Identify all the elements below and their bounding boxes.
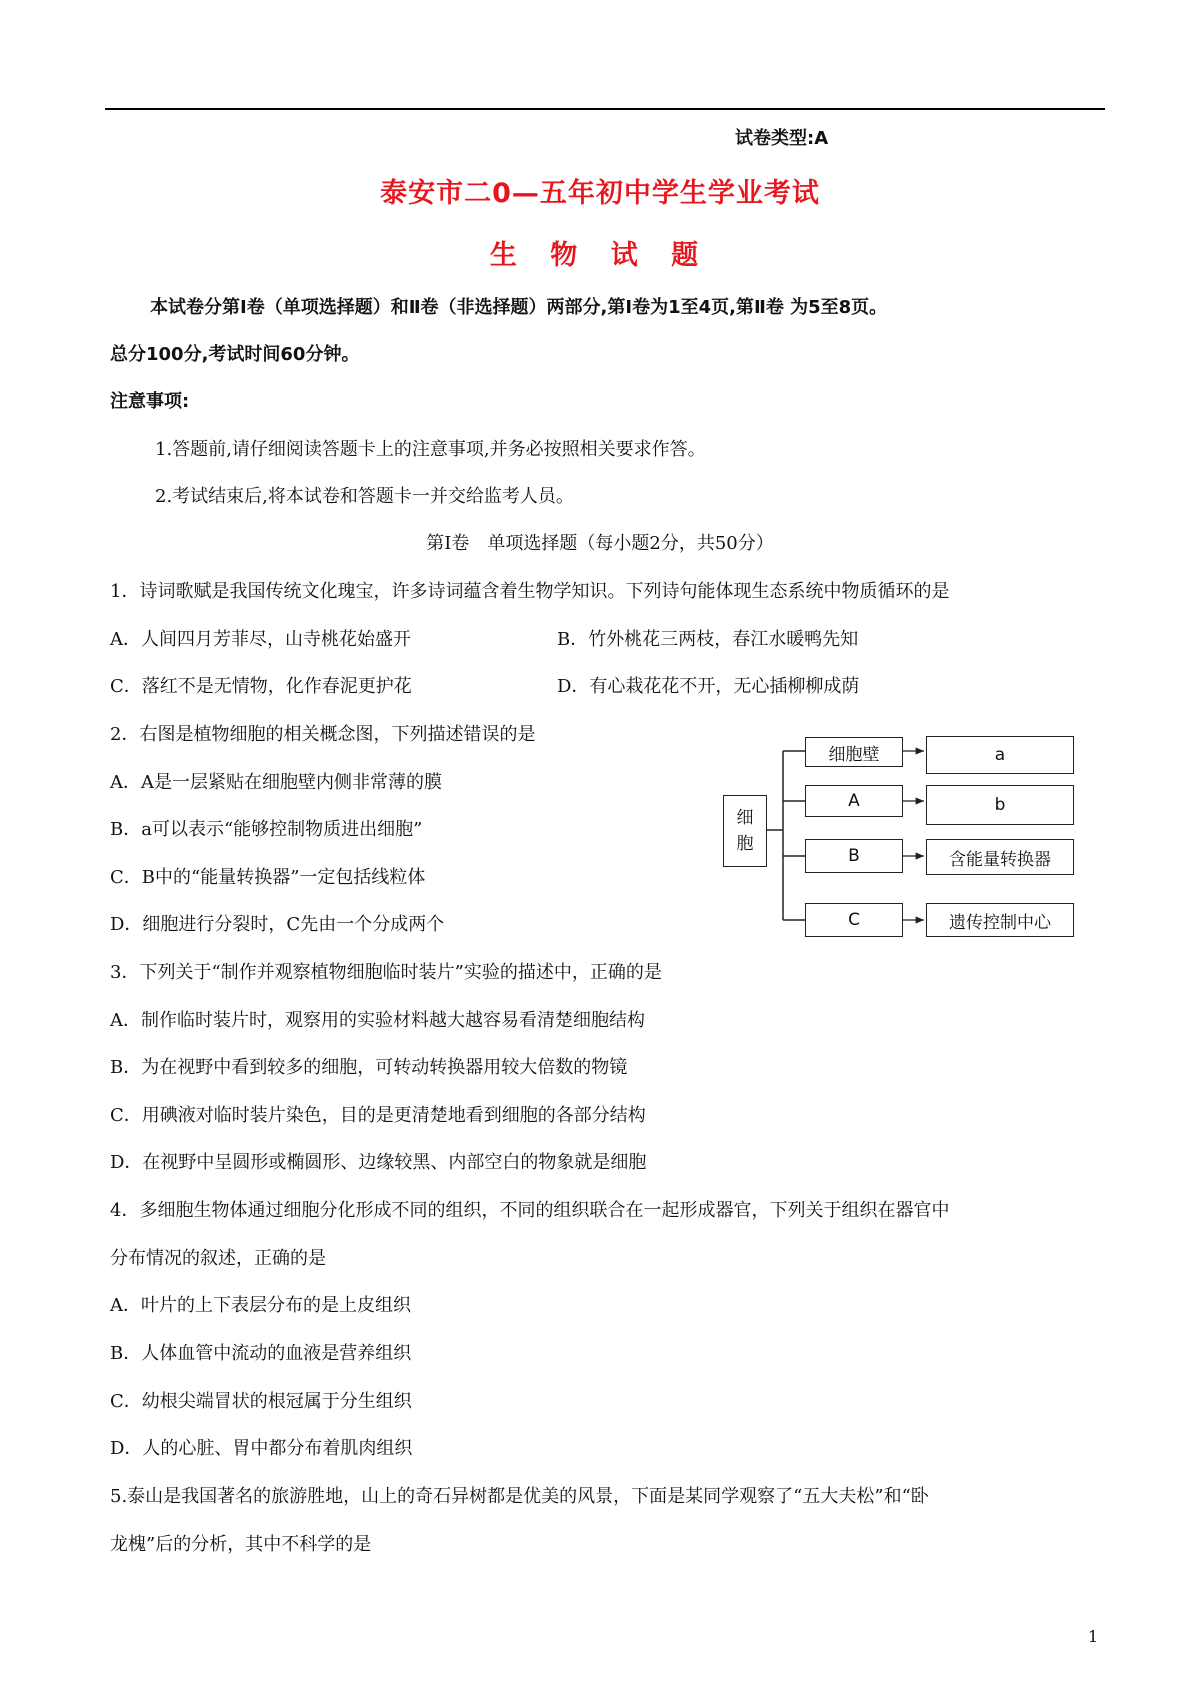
question-stem: 3．下列关于“制作并观察植物细胞临时装片”实验的描述中，正确的是: [110, 962, 662, 983]
diagram-box-energy-converter: 含能量转换器: [926, 839, 1074, 875]
diagram-box-b: b: [926, 785, 1074, 825]
question-stem: 4．多细胞生物体通过细胞分化形成不同的组织，不同的组织联合在一起形成器官，下列关于组织在器官中: [110, 1200, 950, 1221]
exam-type-label: 试卷类型:A: [735, 128, 829, 149]
option-a: A．叶片的上下表层分布的是上皮组织: [110, 1295, 411, 1316]
subject-title: 生 物 试 题: [489, 240, 711, 271]
question-stem-cont: 分布情况的叙述，正确的是: [110, 1248, 326, 1269]
intro-line-1: 本试卷分第Ⅰ卷（单项选择题）和Ⅱ卷（非选择题）两部分,第Ⅰ卷为1至4页,第Ⅱ卷 为5至8页。: [150, 297, 888, 318]
option-c: C．落红不是无情物，化作春泥更护花: [110, 676, 412, 697]
question-stem-cont: 龙槐”后的分析，其中不科学的是: [110, 1534, 372, 1555]
option-a: A．人间四月芳菲尽，山寺桃花始盛开: [110, 629, 411, 650]
option-c: C．B中的“能量转换器”一定包括线粒体: [110, 867, 426, 888]
option-b: B．人体血管中流动的血液是营养组织: [110, 1343, 412, 1364]
option-a: A．A是一层紧贴在细胞壁内侧非常薄的膜: [110, 772, 442, 793]
notes-heading: 注意事项:: [110, 391, 190, 412]
question-stem: 2．右图是植物细胞的相关概念图，下列描述错误的是: [110, 724, 536, 745]
option-c: C．用碘液对临时装片染色，目的是更清楚地看到细胞的各部分结构: [110, 1105, 646, 1126]
option-c: C．幼根尖端冒状的根冠属于分生组织: [110, 1391, 412, 1412]
exam-title: 泰安市二0—五年初中学生学业考试: [380, 178, 820, 209]
intro-line-2: 总分100分,考试时间60分钟。: [110, 344, 360, 365]
option-d: D．有心栽花花不开，无心插柳柳成荫: [557, 676, 860, 697]
diagram-box-C: C: [805, 903, 903, 937]
option-b: B．为在视野中看到较多的细胞，可转动转换器用较大倍数的物镜: [110, 1057, 628, 1078]
diagram-box-genetic-control: 遗传控制中心: [926, 903, 1074, 937]
option-a: A．制作临时装片时，观察用的实验材料越大越容易看清楚细胞结构: [110, 1010, 645, 1031]
diagram-box-B: B: [805, 839, 903, 873]
option-b: B．竹外桃花三两枝，春江水暖鸭先知: [557, 629, 859, 650]
section-title: 第Ⅰ卷 单项选择题（每小题2分，共50分）: [426, 533, 774, 554]
notes-item: 1.答题前,请仔细阅读答题卡上的注意事项,并务必按照相关要求作答。: [155, 439, 706, 460]
option-d: D．细胞进行分裂时，C先由一个分成两个: [110, 914, 445, 935]
option-b: B．a可以表示“能够控制物质进出细胞”: [110, 819, 423, 840]
diagram-box-cell-wall: 细胞壁: [805, 737, 903, 767]
option-d: D．在视野中呈圆形或椭圆形、边缘较黑、内部空白的物象就是细胞: [110, 1152, 647, 1173]
page-number: 1: [1088, 1627, 1099, 1646]
option-d: D．人的心脏、胃中都分布着肌肉组织: [110, 1438, 413, 1459]
diagram-root-cell: 细 胞: [723, 795, 767, 867]
notes-item: 2.考试结束后,将本试卷和答题卡一并交给监考人员。: [155, 486, 574, 507]
diagram-box-A: A: [805, 785, 903, 817]
diagram-box-a: a: [926, 736, 1074, 774]
question-stem: 1．诗词歌赋是我国传统文化瑰宝，许多诗词蕴含着生物学知识。下列诗句能体现生态系统中物质循环的是: [110, 581, 950, 602]
question-stem: 5.泰山是我国著名的旅游胜地，山上的奇石异树都是优美的风景，下面是某同学观察了“五大夫松”和“卧: [110, 1486, 929, 1507]
